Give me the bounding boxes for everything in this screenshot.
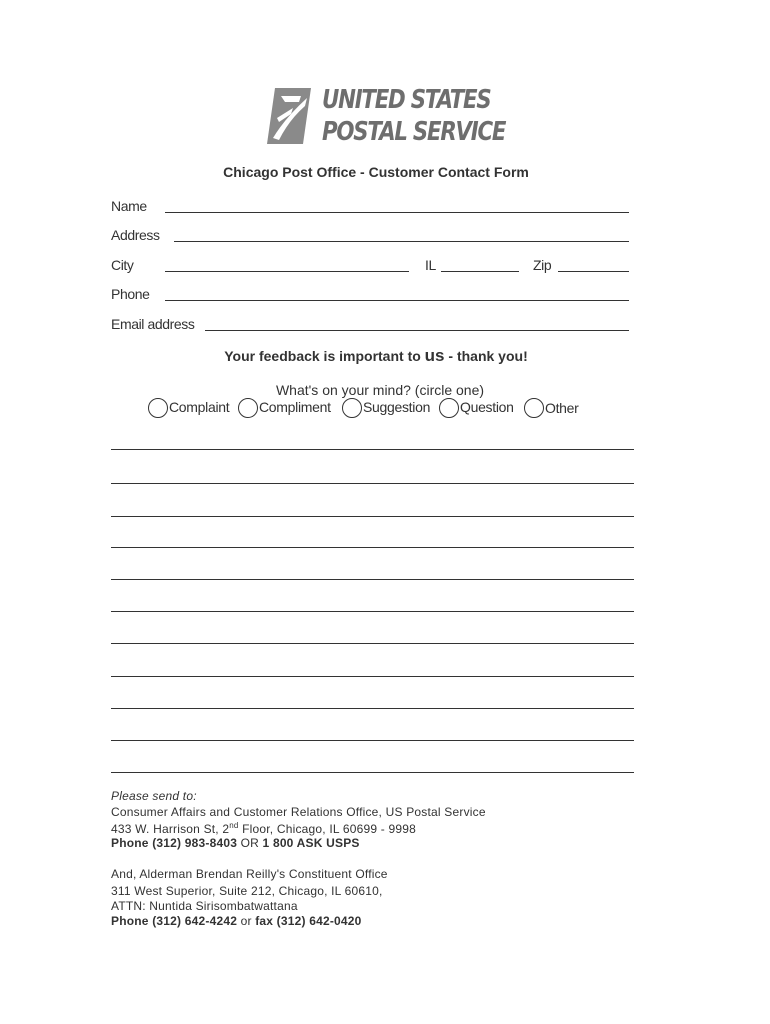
option-suggestion: Suggestion xyxy=(363,399,431,415)
comment-line[interactable] xyxy=(111,708,634,709)
eagle-logo-icon xyxy=(267,88,311,144)
office1-address xyxy=(111,821,416,836)
feedback-text-before: Your feedback is important to xyxy=(224,348,425,364)
comment-line[interactable] xyxy=(111,579,634,580)
comment-line[interactable] xyxy=(111,449,634,450)
comment-line[interactable] xyxy=(111,483,634,484)
mind-question: What's on your mind? (circle one) xyxy=(275,382,485,398)
comment-line[interactable] xyxy=(111,676,634,677)
office1-phone-alt: 1 800 ASK USPS xyxy=(262,836,360,850)
city-field[interactable] xyxy=(165,271,409,272)
option-complaint: Complaint xyxy=(169,399,230,415)
comment-line[interactable] xyxy=(111,740,634,741)
phone-label: Phone xyxy=(111,286,150,302)
name-field[interactable] xyxy=(165,212,629,213)
form-title: Chicago Post Office - Customer Contact Form xyxy=(223,164,529,180)
office1-phone: Phone (312) 983-8403 xyxy=(111,836,238,850)
comment-line[interactable] xyxy=(111,547,634,548)
name-label: Name xyxy=(111,198,147,214)
state-label: IL xyxy=(425,257,436,273)
state-field[interactable] xyxy=(441,271,519,272)
feedback-message xyxy=(0,346,752,366)
comment-line[interactable] xyxy=(111,772,634,773)
logo-text-line1: UNITED STATES xyxy=(322,85,491,115)
office2-phone: Phone (312) 642-4242 xyxy=(111,914,238,928)
email-label: Email address xyxy=(111,316,195,332)
suggestion-circle[interactable] xyxy=(342,398,362,418)
feedback-text-us: us xyxy=(424,346,445,365)
comment-line[interactable] xyxy=(111,611,634,612)
zip-label: Zip xyxy=(533,257,552,273)
option-other: Other xyxy=(545,400,579,416)
complaint-circle[interactable] xyxy=(148,398,168,418)
office1-address-part1: 433 W. Harrison St, 2 xyxy=(111,822,230,836)
logo-text-line2: POSTAL SERVICE xyxy=(322,117,506,147)
office2-attn: ATTN: Nuntida Sirisombatwattana xyxy=(111,899,298,913)
question-circle[interactable] xyxy=(439,398,459,418)
office1-or: OR xyxy=(237,836,263,850)
compliment-circle[interactable] xyxy=(238,398,258,418)
address-field[interactable] xyxy=(174,241,629,242)
other-circle[interactable] xyxy=(524,398,544,418)
zip-field[interactable] xyxy=(558,271,629,272)
office2-fax: fax (312) 642-0420 xyxy=(255,914,362,928)
office2-name: And, Alderman Brendan Reilly's Constituent Office xyxy=(111,867,388,881)
city-label: City xyxy=(111,257,134,273)
option-compliment: Compliment xyxy=(259,399,331,415)
email-field[interactable] xyxy=(205,330,629,331)
office1-phone-line xyxy=(111,836,360,850)
feedback-text-after: - thank you! xyxy=(444,348,528,364)
office1-address-sup: nd xyxy=(229,821,239,830)
office1-name: Consumer Affairs and Customer Relations Office, US Postal Service xyxy=(111,805,486,819)
address-label: Address xyxy=(111,227,160,243)
office2-address: 311 West Superior, Suite 212, Chicago, IL 60610, xyxy=(111,884,383,898)
option-question: Question xyxy=(460,399,514,415)
comment-line[interactable] xyxy=(111,643,634,644)
comment-line[interactable] xyxy=(111,516,634,517)
phone-field[interactable] xyxy=(165,300,629,301)
office2-phone-line xyxy=(111,914,362,928)
please-send-label: Please send to: xyxy=(111,789,197,803)
office1-address-part2: Floor, Chicago, IL 60699 - 9998 xyxy=(238,822,416,836)
office2-or: or xyxy=(237,914,256,928)
